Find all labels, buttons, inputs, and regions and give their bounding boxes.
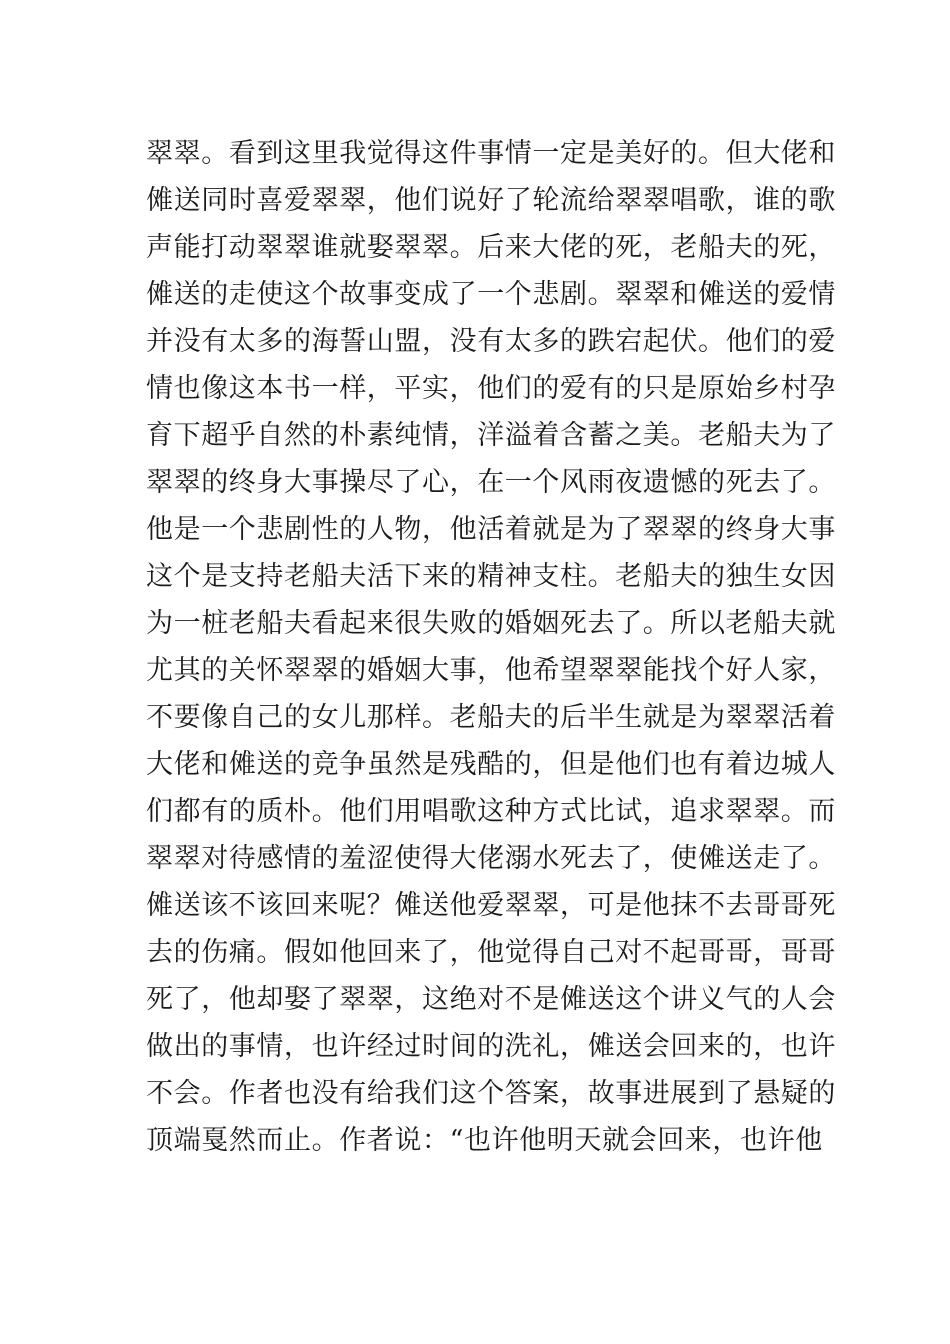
text-line: 翠翠。看到这里我觉得这件事情一定是美好的。但大佬和 xyxy=(146,138,836,169)
text-line: 死了，他却娶了翠翠，这绝对不是傩送这个讲义气的人会 xyxy=(146,984,836,1015)
text-line: 傩送的走使这个故事变成了一个悲剧。翠翠和傩送的爱情 xyxy=(146,279,836,310)
text-line: 翠翠的终身大事操尽了心，在一个风雨夜遗憾的死去了。 xyxy=(146,467,836,498)
text-line: 顶端戛然而止。作者说：“也许他明天就会回来，也许他 xyxy=(146,1125,823,1156)
text-line: 声能打动翠翠谁就娶翠翠。后来大佬的死，老船夫的死， xyxy=(146,232,836,263)
text-line: 们都有的质朴。他们用唱歌这种方式比试，追求翠翠。而 xyxy=(146,796,836,827)
text-line: 傩送同时喜爱翠翠，他们说好了轮流给翠翠唱歌，谁的歌 xyxy=(146,185,836,216)
text-line: 并没有太多的海誓山盟，没有太多的跌宕起伏。他们的爱 xyxy=(146,326,836,357)
text-line: 做出的事情，也许经过时间的洗礼，傩送会回来的，也许 xyxy=(146,1031,836,1062)
text-line: 翠翠对待感情的羞涩使得大佬溺水死去了，使傩送走了。 xyxy=(146,843,836,874)
text-line: 去的伤痛。假如他回来了，他觉得自己对不起哥哥，哥哥 xyxy=(146,937,836,968)
essay-paragraph xyxy=(146,130,836,1164)
text-line: 为一桩老船夫看起来很失败的婚姻死去了。所以老船夫就 xyxy=(146,608,836,639)
text-line: 不要像自己的女儿那样。老船夫的后半生就是为翠翠活着 xyxy=(146,702,836,733)
text-line: 这个是支持老船夫活下来的精神支柱。老船夫的独生女因 xyxy=(146,561,836,592)
text-line: 情也像这本书一样，平实，他们的爱有的只是原始乡村孕 xyxy=(146,373,836,404)
text-line: 尤其的关怀翠翠的婚姻大事，他希望翠翠能找个好人家， xyxy=(146,655,836,686)
text-line: 大佬和傩送的竞争虽然是残酷的，但是他们也有着边城人 xyxy=(146,749,836,780)
text-line: 傩送该不该回来呢？傩送他爱翠翠，可是他抹不去哥哥死 xyxy=(146,890,836,921)
text-line: 他是一个悲剧性的人物，他活着就是为了翠翠的终身大事 xyxy=(146,514,836,545)
text-line: 育下超乎自然的朴素纯情，洋溢着含蓄之美。老船夫为了 xyxy=(146,420,836,451)
text-line: 不会。作者也没有给我们这个答案，故事进展到了悬疑的 xyxy=(146,1078,836,1109)
